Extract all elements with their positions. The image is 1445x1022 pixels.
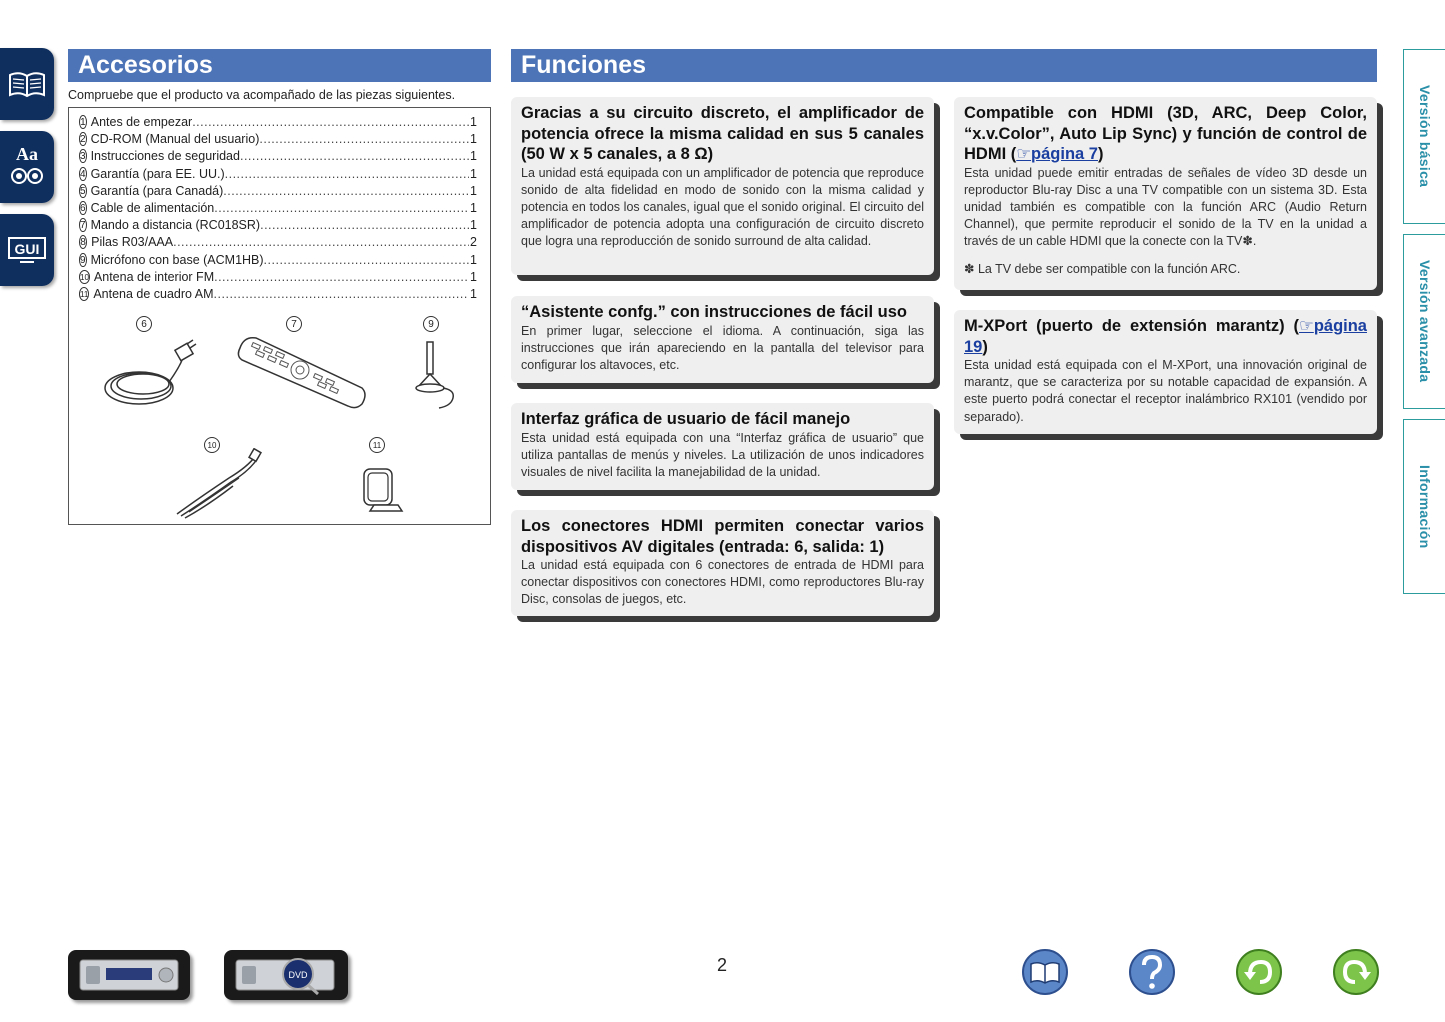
accessory-item [79,114,477,131]
tab-informacion-label: Información [1417,464,1433,549]
item-qty: 1 [470,287,477,302]
feature-card [954,310,1377,434]
feature-card [511,97,934,275]
power-cable-illustration [99,338,199,413]
accessory-item [79,286,477,303]
item-qty: 1 [470,218,477,233]
feature-title [964,316,1367,357]
accessory-item [79,269,477,286]
tab-version-basica[interactable] [1403,49,1445,224]
page-number: 2 [716,955,727,975]
feature-title: Gracias a su circuito discreto, el amplificador de potencia ofrece la misma calidad en sus 5 canales (50 W x 5 canales, a 8 Ω) [521,104,924,163]
accessories-header: Accesorios [68,49,491,82]
feature-body: En primer lugar, seleccione el idioma. A continuación, siga las instrucciones que irán apareciendo en la pantalla del televisor para configurar los altavoces, etc. [521,323,924,372]
gui-icon-label: GUI [14,241,40,257]
accessory-item [79,252,477,269]
feature-body: Esta unidad puede emitir entradas de señales de vídeo 3D desde un reproductor Blu-ray Disc a una TV compatible con un sistema 3D. Esta unidad también es compatible con la función ARC (Audio Return Channel), que permite reproducir el sonido de la TV en la unidad a través de un cable HDMI que la conecte con la TV✽. [964,165,1367,249]
accessory-item [79,131,477,148]
illustration-label: 11 [369,437,385,453]
feature-title: Los conectores HDMI permiten conectar varios dispositivos AV digitales (entrada: 6, salida: 1) [521,517,924,556]
fm-antenna-illustration [169,448,269,523]
contents-book-icon[interactable] [1021,948,1069,996]
illustration-label: 9 [423,316,439,332]
gui-icon [6,235,48,265]
item-qty: 1 [470,149,477,164]
feature-card [954,97,1377,290]
page-link-label: página 19 [964,317,1367,356]
functions-header: Funciones [511,49,1377,82]
illustration-label: 10 [204,437,220,453]
feature-card [511,510,934,616]
page-link[interactable]: ☞página 19 [964,317,1367,356]
item-number: 1 [80,117,86,128]
item-number: 7 [80,220,86,232]
accessory-item [79,234,477,251]
item-qty: 1 [470,183,477,198]
feature-card [511,296,934,383]
item-qty: 1 [470,269,477,284]
feature-title [964,103,1367,165]
am-antenna-illustration [354,463,409,518]
illustration-label: 7 [286,316,302,332]
item-qty: 2 [470,235,477,250]
feature-title-text: M-XPort (puerto de extensión marantz) ( [964,317,1300,335]
accessories-list [79,114,477,303]
help-icon[interactable] [1128,948,1176,996]
item-name: Antena de cuadro AM [93,287,214,302]
feature-title: “Asistente confg.” con instrucciones de fácil uso [521,303,907,321]
item-number: 8 [80,237,86,249]
feature-body: Esta unidad está equipada con el M-XPort, una innovación original de marantz, que se caracteriza por su notable capacidad de expansión. A este puerto podrá conectar el receptor inalámbrico RX101 (vendido por separado). [964,358,1367,424]
book-tab-button[interactable] [0,48,54,120]
accessory-item [79,148,477,165]
page-link-label: página 7 [1031,145,1098,163]
accessory-item [79,217,477,234]
item-name: Micrófono con base (ACM1HB) [90,252,264,267]
gui-tab-button[interactable] [0,214,54,286]
rear-panel-button[interactable] [224,950,348,1000]
item-number: 9 [80,254,86,266]
font-icon-label: Aa [16,144,38,164]
accessories-box [68,107,491,525]
item-number: 11 [79,287,89,301]
item-qty: 1 [470,115,477,129]
book-icon [7,67,47,101]
accessory-item [79,183,477,200]
item-name: Mando a distancia (RC018SR) [90,218,261,233]
feature-body: La unidad está equipada con 6 conectores de entrada de HDMI para conectar dispositivos con conectores HDMI, como reproductores Blu-ray Disc, consolas de juegos, etc. [521,558,924,607]
font-display-icon [7,142,47,192]
item-name: Instrucciones de seguridad [90,149,240,164]
item-name: CD-ROM (Manual del usuario) [90,132,260,147]
page-link[interactable]: ☞página 7 [1016,145,1098,163]
dvd-label: DVD [288,970,308,980]
front-panel-button[interactable] [68,950,190,1000]
item-name: Antena de interior FM [93,269,215,284]
feature-body: Esta unidad está equipada con una “Interfaz gráfica de usuario” que utiliza pantallas de menús y niveles. La utilización de unos indicadores visuales de nivel facilita la manejabilidad de la unidad. [521,430,924,479]
feature-card [511,403,934,490]
tab-informacion[interactable] [1403,419,1445,594]
feature-body: La unidad está equipada con un amplificador de potencia que reproduce sonido de alta fidelidad en modo de sonido con la misma calidad y potencia en todos los canales, igual que el sonido original. El circuito del amplificador de potencia adopta una configuración de circuito discreto que logra una reproducción de sonido surround de alta calidad. [521,165,924,249]
feature-title-end: ) [982,337,988,356]
remote-control-illustration [234,330,369,415]
tab-version-avanzada-label: Versión avanzada [1417,260,1433,383]
accessory-item [79,200,477,217]
accessory-item [79,166,477,183]
item-qty: 1 [470,166,477,181]
item-name: Cable de alimentación [90,201,215,216]
display-settings-tab-button[interactable] [0,131,54,203]
illustration-label: 6 [136,316,152,332]
item-number: 6 [80,203,86,215]
item-qty: 1 [470,252,477,267]
item-name: Antes de empezar [90,115,193,129]
accessories-intro: Compruebe que el producto va acompañado de las piezas siguientes. [68,88,456,102]
receiver-rear-icon [224,950,348,1000]
microphone-illustration [409,336,464,411]
item-number: 2 [80,134,86,146]
feature-title: Interfaz gráfica de usuario de fácil manejo [521,410,851,428]
forward-arrow-icon[interactable] [1332,948,1380,996]
item-name: Garantía (para Canadá) [90,183,224,198]
item-number: 5 [80,185,86,197]
item-qty: 1 [470,201,477,216]
back-arrow-icon[interactable] [1235,948,1283,996]
item-qty: 1 [470,132,477,147]
receiver-front-icon [68,950,190,1000]
tab-version-avanzada[interactable] [1403,234,1445,409]
item-name: Pilas R03/AAA [91,235,174,250]
item-number: 3 [80,151,86,163]
feature-title-text: Compatible con HDMI (3D, ARC, Deep Color, “x.v.Color”, Auto Lip Sync) y función de control de HDMI ( [964,104,1367,163]
item-name: Garantía (para EE. UU.) [90,166,225,181]
item-number: 10 [79,270,90,284]
tab-version-basica-label: Versión básica [1417,85,1433,188]
item-number: 4 [80,168,86,180]
feature-title-end: ) [1097,145,1104,163]
feature-note: ✽ La TV debe ser compatible con la función ARC. [964,261,1241,276]
